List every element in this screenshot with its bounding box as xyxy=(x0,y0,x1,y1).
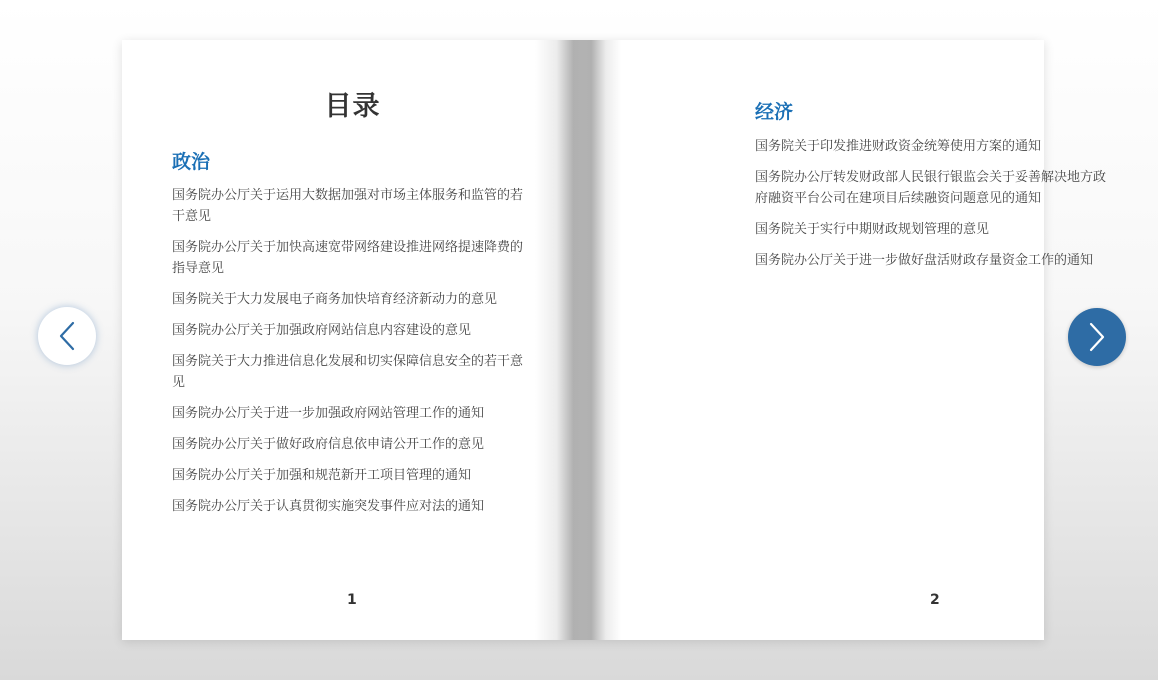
chevron-right-icon xyxy=(1087,321,1107,353)
toc-entry[interactable]: 国务院办公厅转发财政部人民银行银监会关于妥善解决地方政府融资平台公司在建项目后续融资问题意见的通知 xyxy=(755,170,1107,206)
toc-entry[interactable]: 国务院关于印发推进财政资金统筹使用方案的通知 xyxy=(755,139,1042,154)
toc-title: 目录 xyxy=(324,91,381,122)
toc-entry[interactable]: 国务院办公厅关于加强政府网站信息内容建设的意见 xyxy=(172,323,472,338)
toc-entry[interactable]: 国务院办公厅关于进一步加强政府网站管理工作的通知 xyxy=(172,406,485,421)
previous-page-button[interactable] xyxy=(38,307,96,365)
spine-shadow-left xyxy=(535,40,583,640)
toc-entry[interactable]: 国务院关于大力发展电子商务加快培育经济新动力的意见 xyxy=(172,292,498,307)
toc-entry[interactable]: 国务院关于实行中期财政规划管理的意见 xyxy=(755,222,990,237)
toc-list-politics xyxy=(172,185,530,527)
toc-entry[interactable]: 国务院办公厅关于加强和规范新开工项目管理的通知 xyxy=(172,468,472,483)
section-heading-politics: 政治 xyxy=(172,151,211,173)
toc-entry[interactable]: 国务院办公厅关于加快高速宽带网络建设推进网络提速降费的指导意见 xyxy=(172,240,524,276)
toc-list-economy xyxy=(755,136,1111,281)
book-viewer xyxy=(122,40,1107,640)
toc-entry[interactable]: 国务院关于大力推进信息化发展和切实保障信息安全的若干意见 xyxy=(172,354,524,390)
toc-entry[interactable]: 国务院办公厅关于运用大数据加强对市场主体服务和监管的若干意见 xyxy=(172,188,524,224)
page-left xyxy=(122,40,583,640)
page-number-left: 1 xyxy=(347,592,357,608)
chevron-left-icon xyxy=(57,320,77,352)
section-heading-economy: 经济 xyxy=(755,101,794,123)
page-number-right: 2 xyxy=(930,592,940,608)
next-page-button[interactable] xyxy=(1068,308,1126,366)
spine-shadow-right xyxy=(583,40,621,640)
page-right xyxy=(583,40,1107,640)
toc-entry[interactable]: 国务院办公厅关于做好政府信息依申请公开工作的意见 xyxy=(172,437,485,452)
toc-entry[interactable]: 国务院办公厅关于认真贯彻实施突发事件应对法的通知 xyxy=(172,499,485,514)
toc-entry[interactable]: 国务院办公厅关于进一步做好盘活财政存量资金工作的通知 xyxy=(755,253,1094,268)
